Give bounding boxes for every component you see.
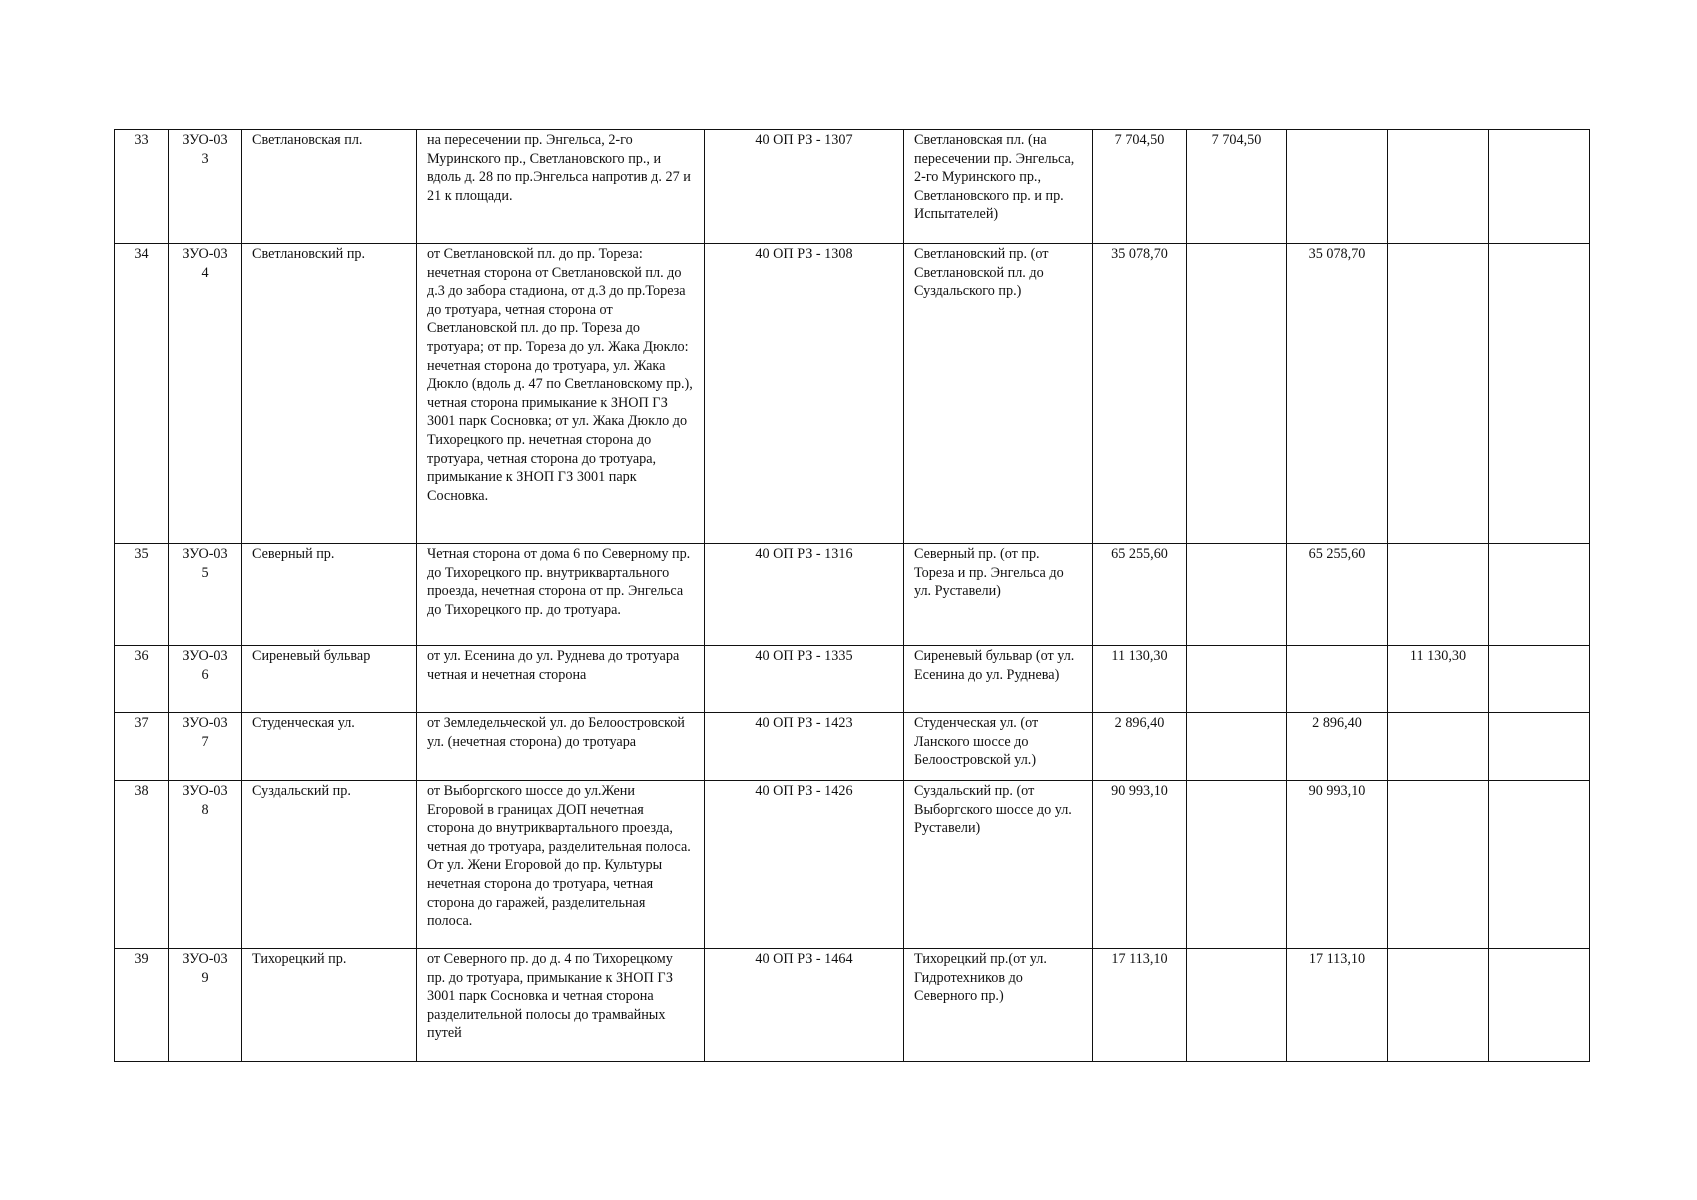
object-description: от ул. Есенина до ул. Руднева до тротуара четная и нечетная сторона	[417, 646, 705, 713]
area-column-11	[1489, 646, 1590, 713]
area-column-11	[1489, 130, 1590, 244]
object-code: ЗУО-036	[169, 646, 242, 713]
area-column-8	[1187, 713, 1287, 781]
road-id: 40 ОП РЗ - 1464	[705, 949, 904, 1062]
road-name: Студенческая ул. (от Ланского шоссе до Белоостровской ул.)	[904, 713, 1093, 781]
object-code: ЗУО-035	[169, 544, 242, 646]
area-column-11	[1489, 949, 1590, 1062]
area-column-8	[1187, 949, 1287, 1062]
total-area: 35 078,70	[1093, 244, 1187, 544]
registry-table	[114, 129, 1590, 1062]
table-row	[115, 130, 1590, 244]
row-number: 37	[115, 713, 169, 781]
object-description: от Северного пр. до д. 4 по Тихорецкому пр. до тротуара, примыкание к ЗНОП ГЗ 3001 парк Сосновка и четная сторона разделительной полосы до трамвайных путей	[417, 949, 705, 1062]
object-name: Студенческая ул.	[242, 713, 417, 781]
table-row	[115, 244, 1590, 544]
total-area: 7 704,50	[1093, 130, 1187, 244]
table-row	[115, 949, 1590, 1062]
area-column-8	[1187, 244, 1287, 544]
total-area: 2 896,40	[1093, 713, 1187, 781]
table-row	[115, 646, 1590, 713]
table-row	[115, 713, 1590, 781]
object-code: ЗУО-038	[169, 781, 242, 949]
area-column-10	[1388, 781, 1489, 949]
road-name: Суздальский пр. (от Выборгского шоссе до ул. Руставели)	[904, 781, 1093, 949]
road-id: 40 ОП РЗ - 1307	[705, 130, 904, 244]
area-column-9: 65 255,60	[1287, 544, 1388, 646]
area-column-10	[1388, 244, 1489, 544]
area-column-10	[1388, 130, 1489, 244]
object-description: от Земледельческой ул. до Белоостровской ул. (нечетная сторона) до тротуара	[417, 713, 705, 781]
total-area: 11 130,30	[1093, 646, 1187, 713]
total-area: 65 255,60	[1093, 544, 1187, 646]
area-column-9: 2 896,40	[1287, 713, 1388, 781]
road-id: 40 ОП РЗ - 1335	[705, 646, 904, 713]
area-column-9: 90 993,10	[1287, 781, 1388, 949]
table-row	[115, 544, 1590, 646]
road-name: Северный пр. (от пр. Тореза и пр. Энгельса до ул. Руставели)	[904, 544, 1093, 646]
road-id: 40 ОП РЗ - 1308	[705, 244, 904, 544]
area-column-10	[1388, 949, 1489, 1062]
object-description: на пересечении пр. Энгельса, 2-го Муринского пр., Светлановского пр., и вдоль д. 28 по пр.Энгельса напротив д. 27 и 21 к площади.	[417, 130, 705, 244]
object-name: Суздальский пр.	[242, 781, 417, 949]
area-column-8	[1187, 646, 1287, 713]
road-id: 40 ОП РЗ - 1316	[705, 544, 904, 646]
row-number: 35	[115, 544, 169, 646]
area-column-9	[1287, 646, 1388, 713]
total-area: 17 113,10	[1093, 949, 1187, 1062]
road-id: 40 ОП РЗ - 1423	[705, 713, 904, 781]
row-number: 39	[115, 949, 169, 1062]
object-code: ЗУО-037	[169, 713, 242, 781]
road-id: 40 ОП РЗ - 1426	[705, 781, 904, 949]
road-name: Светлановский пр. (от Светлановской пл. до Суздальского пр.)	[904, 244, 1093, 544]
row-number: 33	[115, 130, 169, 244]
object-name: Сиреневый бульвар	[242, 646, 417, 713]
area-column-9: 17 113,10	[1287, 949, 1388, 1062]
row-number: 34	[115, 244, 169, 544]
area-column-8: 7 704,50	[1187, 130, 1287, 244]
object-name: Светлановский пр.	[242, 244, 417, 544]
area-column-10	[1388, 713, 1489, 781]
row-number: 38	[115, 781, 169, 949]
area-column-11	[1489, 244, 1590, 544]
object-code: ЗУО-034	[169, 244, 242, 544]
area-column-9	[1287, 130, 1388, 244]
table-row	[115, 781, 1590, 949]
area-column-11	[1489, 544, 1590, 646]
row-number: 36	[115, 646, 169, 713]
area-column-11	[1489, 781, 1590, 949]
area-column-8	[1187, 544, 1287, 646]
object-code: ЗУО-033	[169, 130, 242, 244]
road-name: Светлановская пл. (на пересечении пр. Энгельса, 2-го Муринского пр., Светлановского пр. и пр. Испытателей)	[904, 130, 1093, 244]
area-column-10	[1388, 544, 1489, 646]
total-area: 90 993,10	[1093, 781, 1187, 949]
object-description: от Светлановской пл. до пр. Тореза: нечетная сторона от Светлановской пл. до д.3 до забора стадиона, от д.3 до пр.Тореза до тротуара, четная сторона от Светлановской пл. до пр. Тореза до тротуара; от пр. Тореза до ул. Жака Дюкло: нечетная сторона до тротуара, ул. Жака Дюкло (вдоль д. 47 по Светлановскому пр.), четная сторона примыкание к ЗНОП ГЗ 3001 парк Сосновка; от ул. Жака Дюкло до Тихорецкого пр. нечетная сторона до тротуара, четная сторона до тротуара, примыкание к ЗНОП ГЗ 3001 парк Сосновка.	[417, 244, 705, 544]
area-column-8	[1187, 781, 1287, 949]
area-column-9: 35 078,70	[1287, 244, 1388, 544]
object-name: Светлановская пл.	[242, 130, 417, 244]
object-code: ЗУО-039	[169, 949, 242, 1062]
road-name: Тихорецкий пр.(от ул. Гидротехников до Северного пр.)	[904, 949, 1093, 1062]
object-description: Четная сторона от дома 6 по Северному пр. до Тихорецкого пр. внутриквартального проезда, нечетная сторона от пр. Энгельса до Тихорецкого пр. до тротуара.	[417, 544, 705, 646]
road-name: Сиреневый бульвар (от ул. Есенина до ул. Руднева)	[904, 646, 1093, 713]
area-column-10: 11 130,30	[1388, 646, 1489, 713]
object-description: от Выборгского шоссе до ул.Жени Егоровой в границах ДОП нечетная сторона до внутриквартального проезда, четная до тротуара, разделительная полоса. От ул. Жени Егоровой до пр. Культуры нечетная сторона до тротуара, четная сторона до гаражей, разделительная полоса.	[417, 781, 705, 949]
area-column-11	[1489, 713, 1590, 781]
object-name: Тихорецкий пр.	[242, 949, 417, 1062]
object-name: Северный пр.	[242, 544, 417, 646]
